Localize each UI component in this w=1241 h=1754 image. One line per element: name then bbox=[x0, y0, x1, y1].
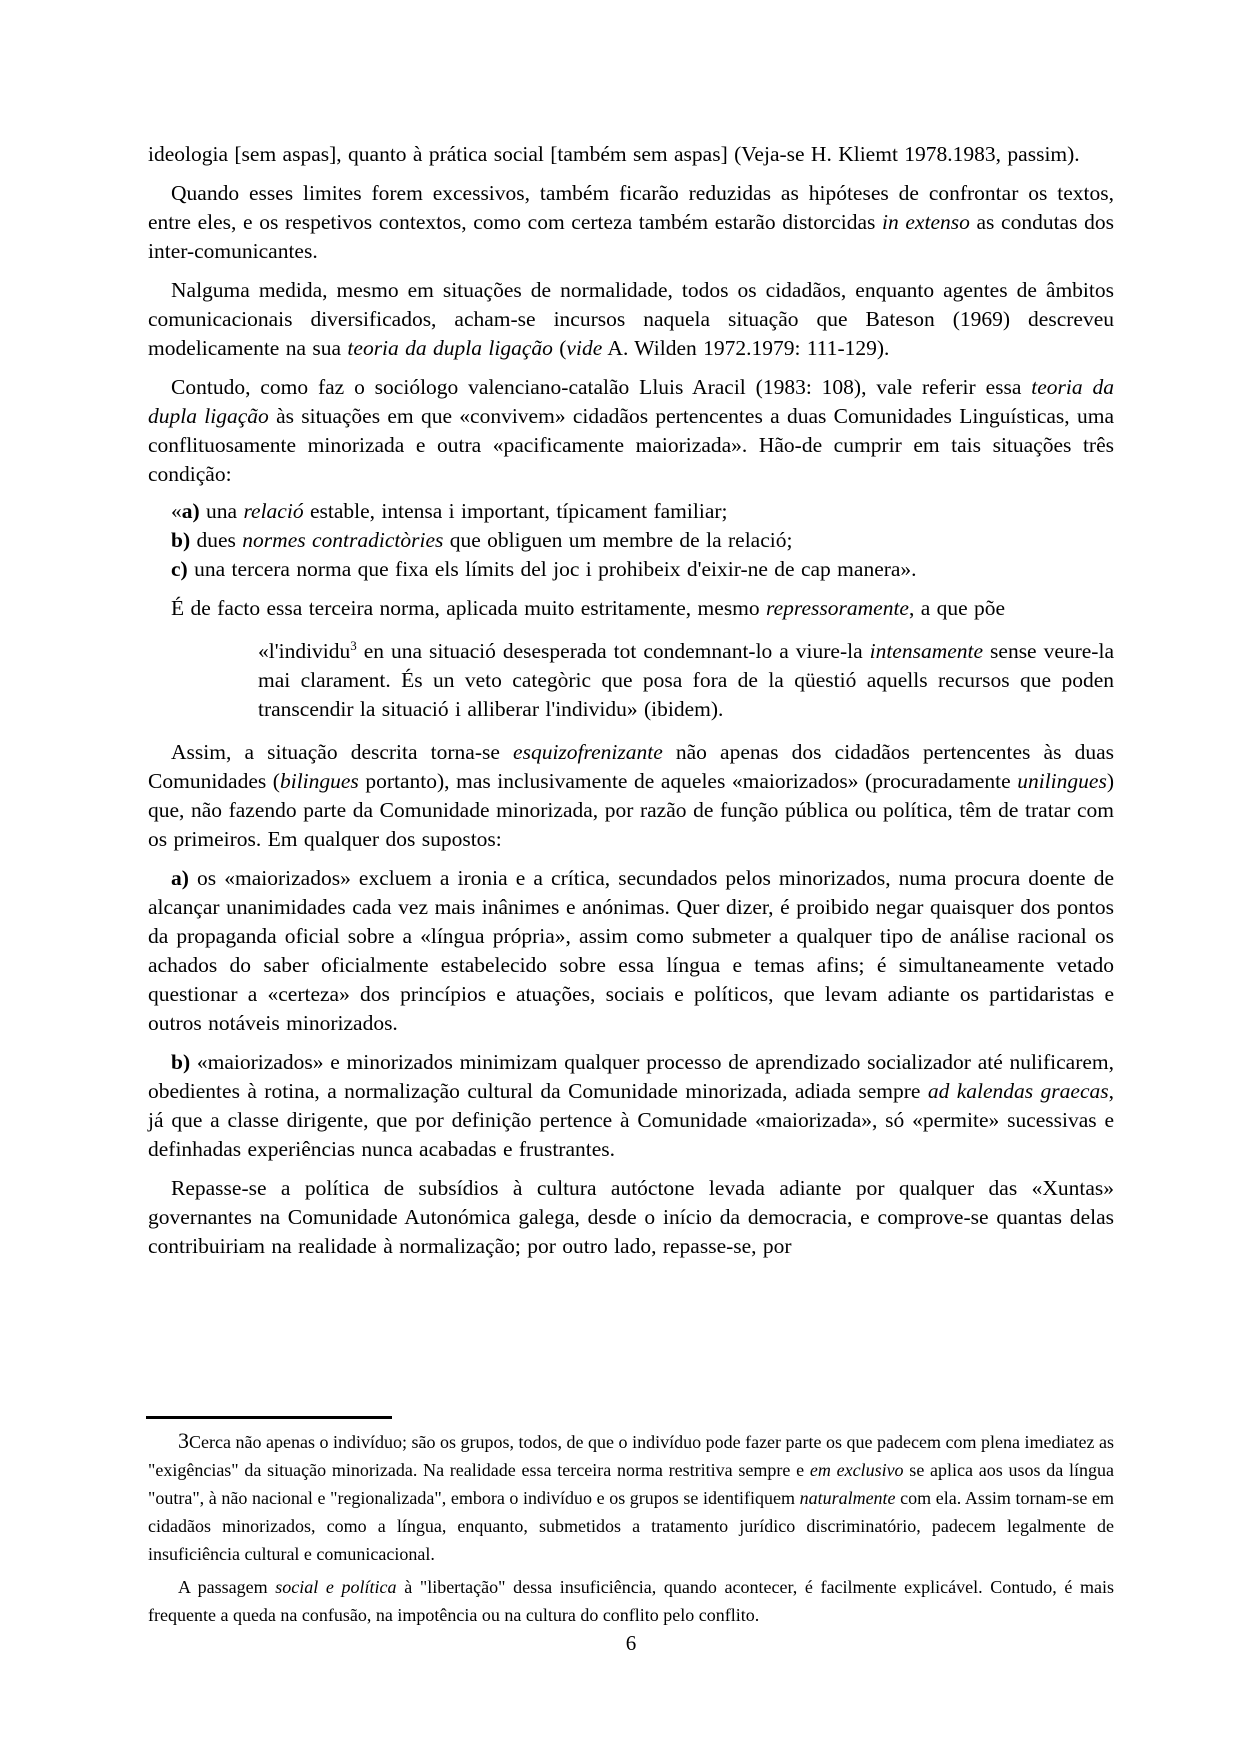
paragraph bbox=[148, 1174, 1114, 1261]
list-item bbox=[148, 555, 1114, 584]
text-run: se aplica aos usos da língua "outra", à não nacional e "regionalizada", embora o indivíduo e os grupos se identifiquem bbox=[148, 1460, 1114, 1508]
paragraph-first bbox=[148, 140, 1114, 169]
paragraph bbox=[148, 738, 1114, 854]
text-run: naturalmente bbox=[799, 1488, 896, 1508]
text-run: os «maiorizados» excluem a ironia e a crítica, secundados pelos minorizados, numa procura doente de alcançar unanimidades cada vez mais inânimes e anónimas. Quer dizer, é proibido negar quaisquer dos pontos da propaganda oficial sobre a «língua própria», assim como submeter a qualquer tipo de análise racional os achados do saber oficialmente estabelecido sobre essa língua e temas afins; é simultaneamente vetado questionar a «certeza» dos princípios e atuações, sociais e políticos, que levam adiante os partidaristas e outros notáveis minorizados. bbox=[148, 866, 1114, 1035]
text-run: bilingues bbox=[279, 769, 359, 793]
text-run: b) bbox=[171, 528, 191, 552]
page-number: 6 bbox=[625, 1631, 637, 1655]
text-run: social e política bbox=[275, 1577, 397, 1597]
text-run: repressoramente bbox=[766, 596, 909, 620]
text-run: Contudo, como faz o sociólogo valenciano-catalão Lluis Aracil (1983: 108), vale referir essa bbox=[171, 375, 1032, 399]
blockquote bbox=[258, 637, 1114, 724]
text-run: «maiorizados» e minorizados minimizam qualquer processo de aprendizado socializador até nulificarem, obedientes à rotina, a normalização cultural da Comunidade minorizada, adiada sempre bbox=[148, 1050, 1114, 1103]
footnote-area bbox=[148, 1404, 1114, 1656]
text-run: sense veure-la mai clarament. És un veto categòric que posa fora de la qüestió aquells recursos que poden transcendir la situació i alliberar l'individu» (ibidem). bbox=[258, 639, 1114, 721]
footnote-paragraph bbox=[148, 1573, 1114, 1629]
text-run: , a que põe bbox=[908, 596, 1006, 620]
paragraph bbox=[148, 179, 1114, 266]
list-item bbox=[148, 497, 1114, 526]
text-run: com ela. Assim tornam-se em cidadãos minorizados, como a língua, enquanto, submetidos a tratamento jurídico discriminatório, padecem legalmente de insuficiência cultural e comunicacional. bbox=[148, 1488, 1114, 1564]
text-run: ( bbox=[552, 336, 567, 360]
text-run: a) bbox=[171, 866, 189, 890]
text-run: relació bbox=[243, 499, 304, 523]
footnote-text bbox=[148, 1427, 1114, 1629]
text-run: A passagem bbox=[178, 1577, 276, 1597]
text-run: estable, intensa i important, típicament familiar; bbox=[303, 499, 728, 523]
text-run: 3 bbox=[350, 638, 357, 653]
paragraph bbox=[148, 1048, 1114, 1164]
footnote-marker: 3 bbox=[178, 1428, 189, 1453]
text-run: à "libertação" dessa insuficiência, quando acontecer, é facilmente explicável. Contudo, é mais frequente a queda na confusão, na impotência ou na cultura do conflito pelo conflito. bbox=[148, 1577, 1115, 1625]
text-run: as condutas dos inter-comunicantes. bbox=[148, 210, 1114, 263]
text-run: c) bbox=[171, 557, 188, 581]
text-run: Assim, a situação descrita torna-se bbox=[171, 740, 514, 764]
text-run: vide bbox=[566, 336, 603, 360]
text-run: esquizofrenizante bbox=[513, 740, 663, 764]
text-run: una tercera norma que fixa els límits del joc i prohibeix d'eixir-ne de cap manera». bbox=[187, 557, 917, 581]
text-run: Nalguma medida, mesmo em situações de normalidade, todos os cidadãos, enquanto agentes de âmbitos comunicacionais diversificados, acham-se incursos naquela situação que Bateson (1969) descreveu modelicamente na sua bbox=[148, 278, 1114, 360]
text-run: a) bbox=[181, 499, 200, 523]
text-run: A. Wilden 1972.1979: 111-129). bbox=[602, 336, 890, 360]
text-run: una bbox=[199, 499, 244, 523]
text-run: Cerca não apenas o indivíduo; são os grupos, todos, de que o indivíduo pode fazer parte os que padecem com plena imediatez as "exigências" da situação minorizada. Na realidade essa terceira norma restritiva sempre e bbox=[148, 1432, 1114, 1480]
text-run: ad kalendas graecas bbox=[927, 1079, 1109, 1103]
text-run: É de facto essa terceira norma, aplicada muito estritamente, mesmo bbox=[171, 596, 767, 620]
text-run: teoria da dupla ligação bbox=[347, 336, 553, 360]
text-run: Repasse-se a política de subsídios à cultura autóctone levada adiante por qualquer das «Xuntas» governantes na Comunidade Autonómica galega, desde o início da democracia, e comprove-se quantas delas contribuiriam na realidade à normalização; por outro lado, repasse-se, por bbox=[148, 1176, 1114, 1258]
text-run: que obliguen um membre de la relació; bbox=[443, 528, 793, 552]
text-run: «l'individu bbox=[258, 639, 351, 663]
text-run: in extenso bbox=[882, 210, 970, 234]
list-item bbox=[148, 526, 1114, 555]
text-run: ideologia [sem aspas], quanto à prática social [também sem aspas] (Veja-se H. Kliemt 1978.1983, passim). bbox=[148, 142, 1080, 166]
document-body bbox=[148, 140, 1114, 1261]
text-run: en una situació desesperada tot condemnant-lo a viure-la bbox=[356, 639, 870, 663]
footnote-separator-rule bbox=[146, 1416, 392, 1419]
text-run: em exclusivo bbox=[809, 1460, 904, 1480]
text-run: intensamente bbox=[869, 639, 984, 663]
text-run: , já que a classe dirigente, que por definição pertence à Comunidade «maiorizada», só «permite» sucessivas e definhadas experiências nunca acabadas e frustrantes. bbox=[148, 1079, 1114, 1161]
footnote-paragraph bbox=[148, 1427, 1114, 1568]
text-run: teoria da dupla ligação bbox=[148, 375, 1114, 428]
text-run: Quando esses limites forem excessivos, também ficarão reduzidas as hipóteses de confrontar os textos, entre eles, e os respetivos contextos, como com certeza também estarão distorcidas bbox=[148, 181, 1114, 234]
text-run: unilingues bbox=[1017, 769, 1107, 793]
paragraph bbox=[148, 594, 1114, 623]
text-run: às situações em que «convivem» cidadãos pertencentes a duas Comunidades Linguísticas, uma conflituosamente minorizada e outra «pacificamente maiorizada». Hão-de cumprir em tais situações três condição: bbox=[148, 404, 1114, 486]
text-run: ) que, não fazendo parte da Comunidade minorizada, por razão de função pública ou política, têm de tratar com os primeiros. Em qualquer dos supostos: bbox=[148, 769, 1114, 851]
text-run: dues bbox=[190, 528, 243, 552]
text-run: b) bbox=[171, 1050, 191, 1074]
text-run: portanto), mas inclusivamente de aqueles «maiorizados» (procuradamente bbox=[358, 769, 1018, 793]
paragraph bbox=[148, 373, 1114, 489]
text-run: « bbox=[171, 499, 182, 523]
paragraph bbox=[148, 276, 1114, 363]
text-run: não apenas dos cidadãos pertencentes às duas Comunidades ( bbox=[148, 740, 1114, 793]
paragraph bbox=[148, 864, 1114, 1038]
text-run: normes contradictòries bbox=[242, 528, 444, 552]
